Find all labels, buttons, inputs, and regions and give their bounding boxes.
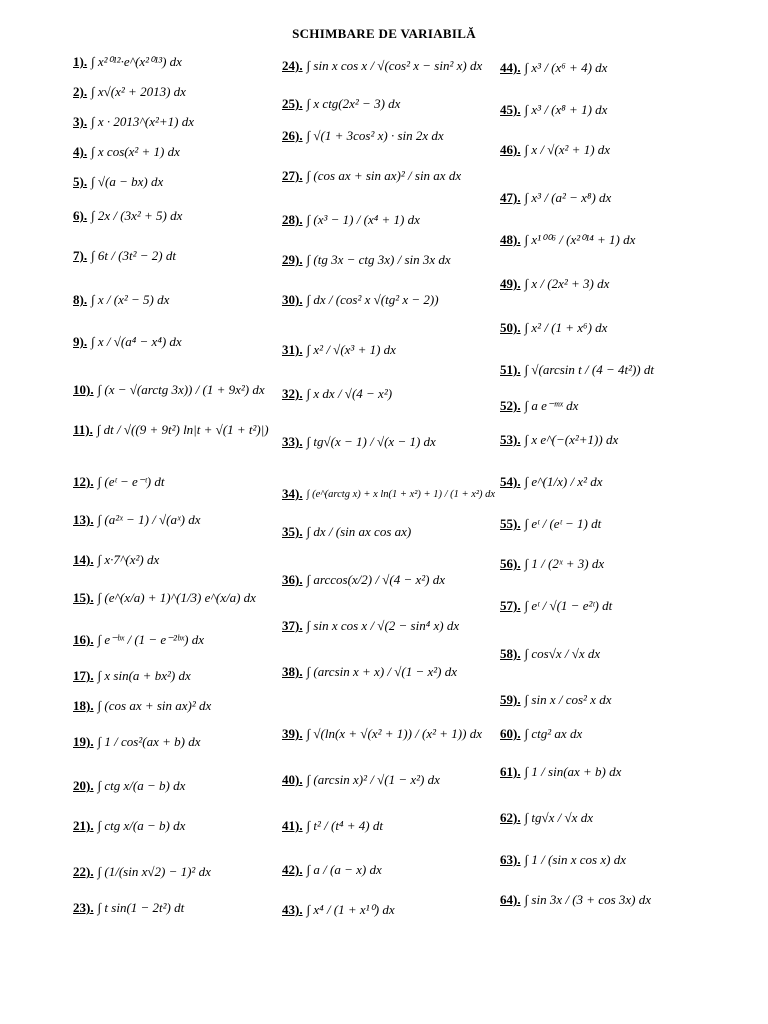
problem-number: 2). <box>73 84 88 99</box>
integral-expression: ∫ 6t / (3t² − 2) dt <box>91 248 176 263</box>
problem-number: 32). <box>282 386 303 401</box>
problem-item <box>282 292 439 308</box>
problem-number: 9). <box>73 334 88 349</box>
problem-item <box>500 232 635 248</box>
problem-item <box>500 646 600 662</box>
problem-number: 24). <box>282 58 303 73</box>
problem-number: 43). <box>282 902 303 917</box>
integral-expression: ∫ e^(1/x) / x² dx <box>524 474 603 489</box>
problem-number: 54). <box>500 474 521 489</box>
problem-item <box>73 818 185 834</box>
integral-expression: ∫ x² / (1 + x⁶) dx <box>524 320 608 335</box>
problem-number: 18). <box>73 698 94 713</box>
problem-number: 33). <box>282 434 303 449</box>
problem-item <box>500 142 610 158</box>
integral-expression: ∫ x³ / (a² − x⁸) dx <box>524 190 612 205</box>
integral-expression: ∫ cos√x / √x dx <box>524 646 601 661</box>
problem-number: 40). <box>282 772 303 787</box>
problem-item <box>500 102 607 118</box>
integral-expression: ∫ 1 / (sin x cos x) dx <box>524 852 626 867</box>
problem-number: 15). <box>73 590 94 605</box>
problem-item <box>500 810 593 826</box>
problem-item <box>500 892 651 908</box>
integral-expression: ∫ sin x cos x / √(cos² x − sin² x) dx <box>306 58 483 73</box>
problem-number: 51). <box>500 362 521 377</box>
integral-expression: ∫ √(1 + 3cos² x) · sin 2x dx <box>306 128 444 143</box>
problem-item <box>282 58 482 74</box>
integral-expression: ∫ x cos(x² + 1) dx <box>91 144 180 159</box>
problem-number: 4). <box>73 144 88 159</box>
integral-expression: ∫ x² / √(x³ + 1) dx <box>306 342 396 357</box>
integral-expression: ∫ t sin(1 − 2t²) dt <box>97 900 185 915</box>
problem-number: 6). <box>73 208 88 223</box>
integral-expression: ∫ 1 / (2ˣ + 3) dx <box>524 556 605 571</box>
problem-number: 26). <box>282 128 303 143</box>
problem-number: 8). <box>73 292 88 307</box>
problem-number: 12). <box>73 474 94 489</box>
problem-item <box>73 778 185 794</box>
problem-item <box>500 764 621 780</box>
problem-item <box>282 168 461 184</box>
problem-number: 22). <box>73 864 94 879</box>
problem-item <box>500 474 603 490</box>
integral-expression: ∫ (tg 3x − ctg 3x) / sin 3x dx <box>306 252 451 267</box>
integral-expression: ∫ x¹⁰⁰⁶ / (x²⁰¹⁴ + 1) dx <box>524 232 636 247</box>
problem-item <box>73 512 201 528</box>
problem-number: 63). <box>500 852 521 867</box>
problem-item <box>73 334 182 350</box>
problem-number: 20). <box>73 778 94 793</box>
problem-item <box>282 818 383 834</box>
problem-number: 44). <box>500 60 521 75</box>
problem-item <box>500 692 611 708</box>
integral-expression: ∫ dt / √((9 + 9t²) ln|t + √(1 + t²)|) <box>96 422 269 437</box>
problem-item <box>282 252 451 268</box>
integral-expression: ∫ tg√x / √x dx <box>524 810 593 825</box>
problem-number: 47). <box>500 190 521 205</box>
problem-item <box>282 212 420 228</box>
integral-expression: ∫ eᵗ / (eᵗ − 1) dt <box>524 516 602 531</box>
integral-expression: ∫ x sin(a + bx²) dx <box>97 668 191 683</box>
problem-number: 58). <box>500 646 521 661</box>
integral-expression: ∫ ctg x/(a − b) dx <box>97 818 186 833</box>
problem-item <box>73 474 164 490</box>
integral-expression: ∫ x√(x² + 2013) dx <box>91 84 186 99</box>
problem-number: 38). <box>282 664 303 679</box>
problem-number: 49). <box>500 276 521 291</box>
integral-expression: ∫ dx / (cos² x √(tg² x − 2)) <box>306 292 439 307</box>
problem-item <box>73 54 182 70</box>
problem-item <box>282 342 396 358</box>
integral-expression: ∫ sin x / cos² x dx <box>524 692 612 707</box>
problem-number: 41). <box>282 818 303 833</box>
problem-item <box>282 862 382 878</box>
problem-item <box>282 726 482 742</box>
integral-expression: ∫ (arcsin x)² / √(1 − x²) dx <box>306 772 440 787</box>
integral-expression: ∫ √(arcsin t / (4 − 4t²)) dt <box>524 362 654 377</box>
problem-number: 52). <box>500 398 521 413</box>
problem-number: 13). <box>73 512 94 527</box>
integral-expression: ∫ x · 2013^(x²+1) dx <box>91 114 195 129</box>
problem-number: 17). <box>73 668 94 683</box>
integral-expression: ∫ ctg x/(a − b) dx <box>97 778 186 793</box>
integral-expression: ∫ (x³ − 1) / (x⁴ + 1) dx <box>306 212 420 227</box>
problem-number: 61). <box>500 764 521 779</box>
problem-item <box>500 726 582 742</box>
integral-expression: ∫ (e^(x/a) + 1)^(1/3) e^(x/a) dx <box>97 590 256 605</box>
integral-expression: ∫ eᵗ / √(1 − e²ᵗ) dt <box>524 598 613 613</box>
problem-item <box>73 114 194 130</box>
problem-item <box>282 524 411 540</box>
problem-item <box>73 144 180 160</box>
problem-item <box>282 902 395 918</box>
integral-expression: ∫ a / (a − x) dx <box>306 862 382 877</box>
integral-expression: ∫ x dx / √(4 − x²) <box>306 386 393 401</box>
problem-item <box>73 292 169 308</box>
problem-number: 50). <box>500 320 521 335</box>
integral-expression: ∫ x·7^(x²) dx <box>97 552 160 567</box>
problem-number: 11). <box>73 422 93 437</box>
problem-number: 39). <box>282 726 303 741</box>
integral-expression: ∫ (a²ˣ − 1) / √(aˣ) dx <box>97 512 201 527</box>
problem-item <box>73 552 159 568</box>
integral-expression: ∫ √(a − bx) dx <box>91 174 164 189</box>
problem-item <box>73 248 176 264</box>
problem-number: 27). <box>282 168 303 183</box>
problem-item <box>73 590 256 606</box>
problem-item <box>73 382 265 398</box>
problem-item <box>73 734 200 750</box>
problem-number: 60). <box>500 726 521 741</box>
problem-item <box>282 96 400 112</box>
integral-expression: ∫ x³ / (x⁶ + 4) dx <box>524 60 608 75</box>
integral-expression: ∫ (cos ax + sin ax)² / sin ax dx <box>306 168 462 183</box>
problem-item <box>500 432 618 448</box>
problem-number: 53). <box>500 432 521 447</box>
problem-item <box>282 618 459 634</box>
problem-item <box>500 190 611 206</box>
integral-expression: ∫ x / √(a⁴ − x⁴) dx <box>91 334 182 349</box>
integral-expression: ∫ e⁻ᵇˣ / (1 − e⁻²ᵇˣ) dx <box>97 632 204 647</box>
problem-item <box>73 668 191 684</box>
problem-item <box>500 598 612 614</box>
integral-expression: ∫ x²⁰¹²·e^(x²⁰¹³) dx <box>91 54 182 69</box>
problem-item <box>500 398 578 414</box>
problem-number: 42). <box>282 862 303 877</box>
problem-number: 45). <box>500 102 521 117</box>
problem-item <box>500 362 654 378</box>
problem-item <box>73 864 211 880</box>
integral-expression: ∫ x e^(−(x²+1)) dx <box>524 432 619 447</box>
integral-expression: ∫ (x − √(arctg 3x)) / (1 + 9x²) dx <box>97 382 265 397</box>
integral-expression: ∫ (cos ax + sin ax)² dx <box>97 698 212 713</box>
integral-expression: ∫ tg√(x − 1) / √(x − 1) dx <box>306 434 436 449</box>
problem-number: 1). <box>73 54 88 69</box>
problem-item <box>500 276 609 292</box>
problem-number: 10). <box>73 382 94 397</box>
problem-number: 19). <box>73 734 94 749</box>
problem-number: 16). <box>73 632 94 647</box>
problem-item <box>73 84 186 100</box>
page-title: SCHIMBARE DE VARIABILĂ <box>292 26 476 41</box>
integral-expression: ∫ 2x / (3x² + 5) dx <box>91 208 183 223</box>
problem-number: 59). <box>500 692 521 707</box>
problem-number: 64). <box>500 892 521 907</box>
problem-item <box>500 60 607 76</box>
problem-number: 36). <box>282 572 303 587</box>
integral-expression: ∫ √(ln(x + √(x² + 1)) / (x² + 1)) dx <box>306 726 482 741</box>
integral-expression: ∫ (eᵗ − e⁻ᵗ) dt <box>97 474 165 489</box>
problem-number: 55). <box>500 516 521 531</box>
problem-number: 57). <box>500 598 521 613</box>
problem-item <box>282 772 440 788</box>
problem-item <box>73 632 204 648</box>
problem-number: 14). <box>73 552 94 567</box>
problem-number: 37). <box>282 618 303 633</box>
problem-item <box>282 128 444 144</box>
integral-expression: ∫ x / (x² − 5) dx <box>91 292 170 307</box>
integral-expression: ∫ (1/(sin x√2) − 1)² dx <box>97 864 211 879</box>
problem-item <box>282 664 457 680</box>
problem-item <box>500 852 626 868</box>
problem-number: 28). <box>282 212 303 227</box>
problem-item <box>282 386 392 402</box>
problem-number: 21). <box>73 818 94 833</box>
problem-item <box>500 320 607 336</box>
integral-expression: ∫ sin 3x / (3 + cos 3x) dx <box>524 892 652 907</box>
problem-number: 30). <box>282 292 303 307</box>
integral-expression: ∫ sin x cos x / √(2 − sin⁴ x) dx <box>306 618 460 633</box>
problem-number: 31). <box>282 342 303 357</box>
integral-expression: ∫ arccos(x/2) / √(4 − x²) dx <box>306 572 445 587</box>
problem-item <box>500 556 604 572</box>
integral-expression: ∫ x⁴ / (1 + x¹⁰) dx <box>306 902 395 917</box>
problem-number: 29). <box>282 252 303 267</box>
problem-item <box>73 900 184 916</box>
problem-item <box>73 208 182 224</box>
problem-number: 56). <box>500 556 521 571</box>
problem-item <box>282 572 445 588</box>
integral-expression: ∫ ctg² ax dx <box>524 726 583 741</box>
problem-item <box>73 422 269 438</box>
problem-number: 34). <box>282 486 303 501</box>
problem-number: 5). <box>73 174 88 189</box>
problem-number: 46). <box>500 142 521 157</box>
problem-number: 23). <box>73 900 94 915</box>
problem-number: 62). <box>500 810 521 825</box>
integral-expression: ∫ x / √(x² + 1) dx <box>524 142 611 157</box>
problem-item <box>500 516 601 532</box>
problem-number: 7). <box>73 248 88 263</box>
problem-item <box>73 698 211 714</box>
integral-expression: ∫ x ctg(2x² − 3) dx <box>306 96 401 111</box>
problem-number: 3). <box>73 114 88 129</box>
integral-expression: ∫ (arcsin x + x) / √(1 − x²) dx <box>306 664 458 679</box>
problem-item <box>73 174 163 190</box>
problem-number: 25). <box>282 96 303 111</box>
integral-expression: ∫ x / (2x² + 3) dx <box>524 276 610 291</box>
integral-expression: ∫ a e⁻ᵐˣ dx <box>524 398 579 413</box>
problem-item <box>282 486 495 502</box>
problem-number: 35). <box>282 524 303 539</box>
integral-expression: ∫ t² / (t⁴ + 4) dt <box>306 818 383 833</box>
integral-expression: ∫ x³ / (x⁸ + 1) dx <box>524 102 608 117</box>
integral-expression: ∫ (e^(arctg x) + x ln(1 + x²) + 1) / (1 + x²) dx <box>306 488 496 500</box>
integral-expression: ∫ dx / (sin ax cos ax) <box>306 524 412 539</box>
integral-expression: ∫ 1 / sin(ax + b) dx <box>524 764 622 779</box>
problem-item <box>282 434 436 450</box>
problem-number: 48). <box>500 232 521 247</box>
integral-expression: ∫ 1 / cos²(ax + b) dx <box>97 734 201 749</box>
